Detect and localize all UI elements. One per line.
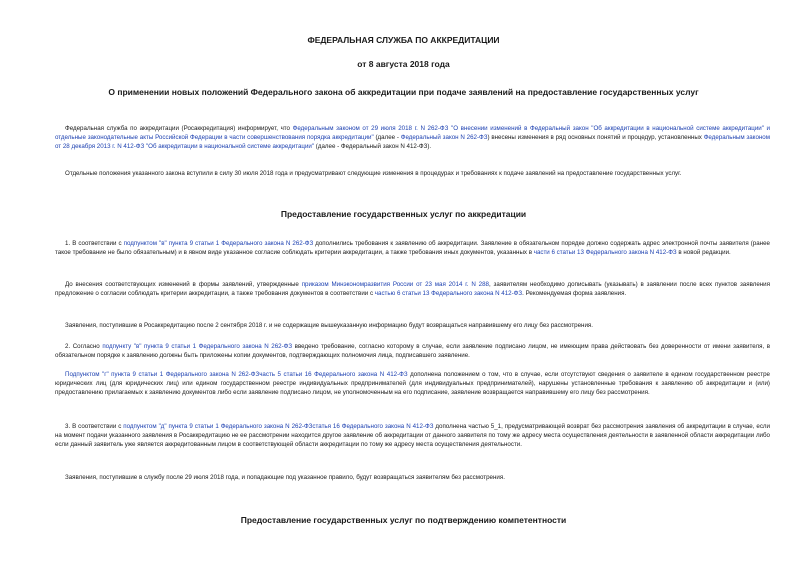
section1-paragraph-1: 1. В соответствии с подпунктом "в" пункта 9 статьи 1 Федерального закона N 262-ФЗ дополнились требования к заявлению об аккредитации. Заявление в обязательном порядке должно содержать адрес электронной почты заявителя (ранее такое требование не было обязательным) и в явном виде указанное согласие соблюдать критерии аккредитации, а также требования иных документов, указанных в части 6 статьи 13 Федерального закона N 412-ФЗ в новой редакции. xyxy=(55,240,770,257)
document-date: от 8 августа 2018 года xyxy=(357,59,450,69)
intro-text-2: (далее - xyxy=(373,134,401,142)
intro-paragraph-1 xyxy=(55,124,770,152)
intro-text-1: Федеральная служба по аккредитации (Росаккредитация) информирует, что xyxy=(65,125,293,132)
section-competence-title: Предоставление государственных услуг по подтверждению компетентности xyxy=(240,515,567,525)
document-title: О применении новых положений Федерального закона об аккредитации при подаче заявлений на предоставление государственных услуг xyxy=(108,87,699,97)
intro-text-4: (далее - Федеральный закон N 412-ФЗ). xyxy=(314,143,432,151)
agency-heading: ФЕДЕРАЛЬНАЯ СЛУЖБА ПО АККРЕДИТАЦИИ xyxy=(307,35,500,45)
intro-text-3: ) внесены изменения в ряд основных понятий и процедур, установленных xyxy=(487,134,704,142)
section1-paragraph-6: 3. В соответствии с подпунктом "д" пункта 9 статьи 1 Федерального закона N 262-ФЗстатья 16 Федерального закона N 412-ФЗ дополнена частью 5_1, предусматривающей возврат без рассмотрения заявления об аккредитации в случае, если на момент подачи указанного заявления в Росаккредитацию не ее рассмотрении находится другое заявление об аккредитации от данного заявителя по тому же адресу места осуществления деятельности в заявленной области аккредитации либо если данный заявитель уже является аккредитованным лицом в соответствующей области аккредитации по тому же адресу места осуществления деятельности. xyxy=(55,423,770,449)
law-262-short-link[interactable]: Федеральный закон N 262-ФЗ xyxy=(400,134,488,142)
section1-paragraph-3: Заявления, поступившие в Росаккредитацию после 2 сентября 2018 г. и не содержащие вышеуказанную информацию будут возвращаться направившему его лицу без рассмотрения. xyxy=(65,322,593,329)
part5-art16-link[interactable]: часть 5 статьи 16 Федерального закона N 412-ФЗ xyxy=(259,371,408,378)
subparagraph-d-link[interactable]: подпунктом "д" пункта 9 статьи 1 Федерального закона N 262-ФЗ xyxy=(123,423,313,430)
subparagraph-g-link[interactable]: Подпунктом "г" пункта 9 статьи 1 Федерального закона N 262-ФЗ xyxy=(65,371,260,378)
part6-art13-link[interactable]: части 6 статьи 13 Федерального закона N 412-ФЗ xyxy=(533,249,677,257)
part6-art13-link-2[interactable]: частью 6 статьи 13 Федерального закона N 412-ФЗ xyxy=(374,290,523,298)
subparagraph-v-link[interactable]: подпунктом "в" пункта 9 статьи 1 Федерального закона N 262-ФЗ xyxy=(123,240,314,247)
section-accreditation-title: Предоставление государственных услуг по аккредитации xyxy=(280,209,527,219)
order-288-link[interactable]: приказом Минэкономразвития России от 23 мая 2014 г. N 288 xyxy=(301,281,489,288)
section1-paragraph-5: Подпунктом "г" пункта 9 статьи 1 Федерального закона N 262-ФЗчасть 5 статьи 16 Федерального закона N 412-ФЗ дополнена положением о том, что в случае, если отсутствуют сведения о заявителе в едином государственном реестре юридических лиц (для юридических лиц) или едином государственном реестре индивидуальных предпринимателей (для индивидуальных предпринимателей), нарушены установленные требования к заявлению об аккредитации и (или) предоставлению прилагаемых к заявлению документов либо если заявление подписано лицом, не уполномоченным на его подписание, заявление возвращается направившему его лицу без рассмотрения. xyxy=(55,371,770,397)
section1-paragraph-4: 2. Согласно подпункту "в" пункта 9 статьи 1 Федерального закона N 262-ФЗ введено требование, согласно которому в случае, если заявление подписано лицом, не имеющим права действовать без доверенности от имени заявителя, в обязательном порядке к заявлению должны быть приложены копии документов, подтверждающих полномочия лица, подписавшего заявление. xyxy=(55,343,770,360)
law-262-link[interactable]: Федеральным законом от 29 июля 2018 г. N 262-ФЗ "О внесении изменений в Федеральный закон "Об аккредитации в национальной системе аккредитации" и отдельные законодательные акты Российской Федерации в части совершенствования порядка аккредитации" xyxy=(55,125,771,142)
subparagraph-v-link-2[interactable]: подпункту "в" пункта 9 статьи 1 Федерального закона N 262-ФЗ xyxy=(102,343,293,350)
intro-paragraph-2: Отдельные положения указанного закона вступили в силу 30 июля 2018 года и предусматривают следующие изменения в процедурах и требованиях к подаче заявлений на предоставление государственных услуг. xyxy=(65,170,682,177)
law-412-link[interactable]: Федеральным законом от 28 декабря 2013 г. N 412-ФЗ "Об аккредитации в национальной системе аккредитации" xyxy=(55,134,771,151)
section1-paragraph-7: Заявления, поступившие в службу после 29 июля 2018 года, и попадающие под указанное правило, будут возвращаться заявителям без рассмотрения. xyxy=(65,474,505,481)
section1-paragraph-2: До внесения соответствующих изменений в формы заявлений, утвержденные приказом Минэкономразвития России от 23 мая 2014 г. N 288, заявителям необходимо дописывать (указывать) в заявлении после всех пунктов заявления предложение о согласии соблюдать критерии аккредитации, а также требования документов в соответствии с частью 6 статьи 13 Федерального закона N 412-ФЗ. Рекомендуемая форма заявления. xyxy=(55,281,770,298)
art16-link[interactable]: статья 16 Федерального закона N 412-ФЗ xyxy=(312,423,434,430)
